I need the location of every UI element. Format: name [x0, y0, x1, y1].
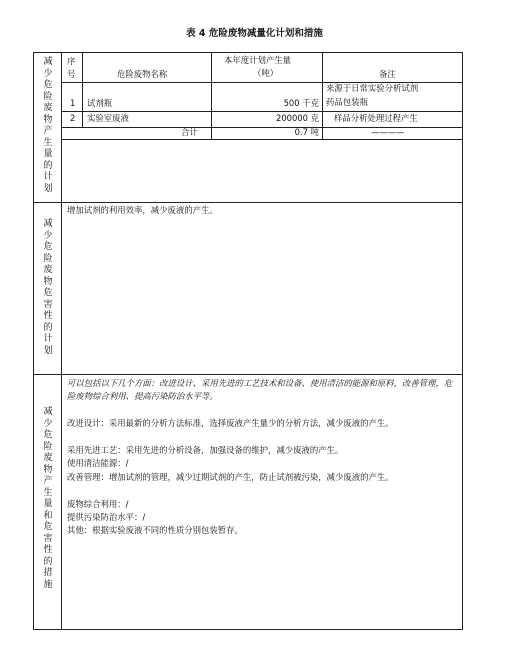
header-seq: 号	[67, 69, 76, 79]
measure-item: 使用清洁能源：/	[67, 458, 129, 468]
table-cell-remark: 来源于日常实验分析试剂	[326, 83, 419, 93]
header-seq: 序	[67, 56, 76, 66]
table-cell-name: 试剂瓶	[87, 98, 113, 108]
total-amount: 0.7 吨	[294, 127, 319, 137]
hazard-plan-text: 增加试剂的利用效率，减少废液的产生。	[67, 205, 218, 215]
section-label-hazard: 减 少 危 险 废 物 危 害 性 的 计 划	[43, 219, 53, 356]
section-label-plan: 减 少 危 险 废 物 产 生 量 的 计 划	[43, 57, 53, 194]
table-cell-remark: 样品分析处理过程产生	[334, 113, 418, 123]
table-cell-amount: 500 千克	[283, 98, 319, 108]
row-divider	[61, 139, 462, 140]
table-cell-name: 实验室废液	[87, 113, 129, 123]
waste-reduction-table	[33, 52, 463, 630]
measures-intro: 可以包括以下几个方面：改进设计、采用先进的工艺技术和设备、使用清洁的能源和原料，改善管理，危险废物综合利用、提高污染防治水平等。	[67, 378, 453, 401]
header-amount: 本年度计划产生量	[224, 55, 291, 65]
col-divider-seq	[82, 53, 83, 127]
measure-item: 采用先进工艺：采用先进的分析设备，加强设备的维护，减少废液的产生。	[67, 445, 344, 455]
section-separator	[34, 202, 462, 203]
header-amount-unit: （吨）	[253, 68, 279, 78]
table-cell-remark: 药品包装瓶	[326, 97, 368, 107]
section-separator	[34, 374, 462, 375]
total-remark: ————	[371, 127, 405, 137]
page-title: 表 4 危险废物减量化计划和措施	[186, 28, 323, 39]
header-name: 危险废物名称	[117, 69, 168, 79]
table-cell-seq: 1	[70, 98, 76, 108]
header-remark: 备注	[379, 69, 396, 79]
table-cell-seq: 2	[70, 113, 76, 123]
total-label: 合计	[181, 127, 198, 137]
measure-item: 其他：根据实验废液不同的性质分别包装暂存。	[67, 525, 243, 535]
section-label-measures: 减 少 危 险 废 物 产 生 量 和 危 害 性 的 措 施	[43, 407, 53, 590]
measure-item: 废物综合利用：/	[67, 499, 129, 509]
table-cell-amount: 200000 克	[275, 113, 319, 123]
measure-item: 提供污染防治水平：/	[67, 512, 146, 522]
measure-item: 改善管理：增加试剂的管理，减少过期试剂的产生，防止试剂被污染，减少废液的产生。	[67, 472, 394, 482]
measure-item: 改进设计：采用最新的分析方法标准，选择废液产生量少的分析方法，减少废液的产生。	[67, 418, 394, 428]
